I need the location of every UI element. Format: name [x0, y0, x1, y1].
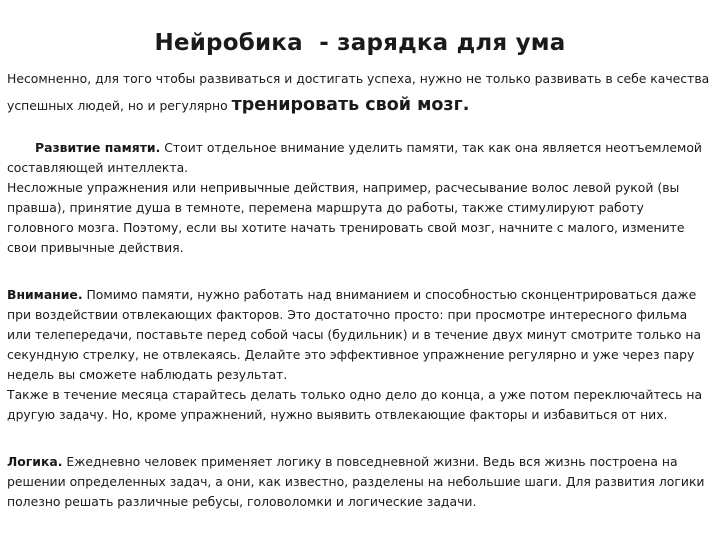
attention-heading: Внимание. — [7, 287, 83, 302]
memory-heading: Развитие памяти. — [35, 140, 161, 155]
memory-paragraph — [7, 138, 711, 178]
attention-text: Помимо памяти, нужно работать над вниманием и способностью сконцентрироваться даже при воздействии отвлекающих факторов. Это достаточно просто: при просмотре интересного фильма или телепередачи, поставьте перед собой часы (будильник) и в течение двух минут смотрите только на секундную стрелку, не отвлекаясь. Делайте это эффективное упражнение регулярно и уже через пару недель вы сможете наблюдать результат. — [7, 287, 702, 382]
logic-section — [7, 452, 711, 512]
memory-section — [7, 138, 711, 258]
logic-text: Ежедневно человек применяет логику в повседневной жизни. Ведь вся жизнь построена на решении определенных задач, а они, как известно, разделены на небольшие шаги. Для развития логики полезно решать различные ребусы, головоломки и логические задачи. — [7, 454, 705, 509]
intro-text: Несомненно, для того чтобы развиваться и достигать успеха, нужно не только развивать в себе качества успешных людей, но и регулярно — [7, 71, 710, 113]
intro-emphasis: тренировать свой мозг. — [231, 95, 470, 115]
memory-text: Стоит отдельное внимание уделить памяти, так как она является неотъемлемой составляющей интеллекта. — [7, 140, 702, 175]
intro-paragraph — [7, 66, 713, 119]
logic-paragraph — [7, 452, 711, 512]
logic-heading: Логика. — [7, 454, 63, 469]
memory-paragraph-2: Несложные упражнения или непривычные действия, например, расчесывание волос левой рукой (вы правша), принятие душа в темноте, перемена маршрута до работы, также стимулируют работу головного мозга. Поэтому, если вы хотите начать тренировать свой мозг, начните с малого, измените свои привычные действия. — [7, 180, 685, 255]
attention-section — [7, 285, 711, 425]
page-title: Нейробика - зарядка для ума — [154, 30, 566, 56]
attention-paragraph — [7, 285, 711, 385]
attention-paragraph-2: Также в течение месяца старайтесь делать только одно дело до конца, а уже потом переключайтесь на другую задачу. Но, кроме упражнений, нужно выявить отвлекающие факторы и избавиться от них. — [7, 387, 703, 422]
